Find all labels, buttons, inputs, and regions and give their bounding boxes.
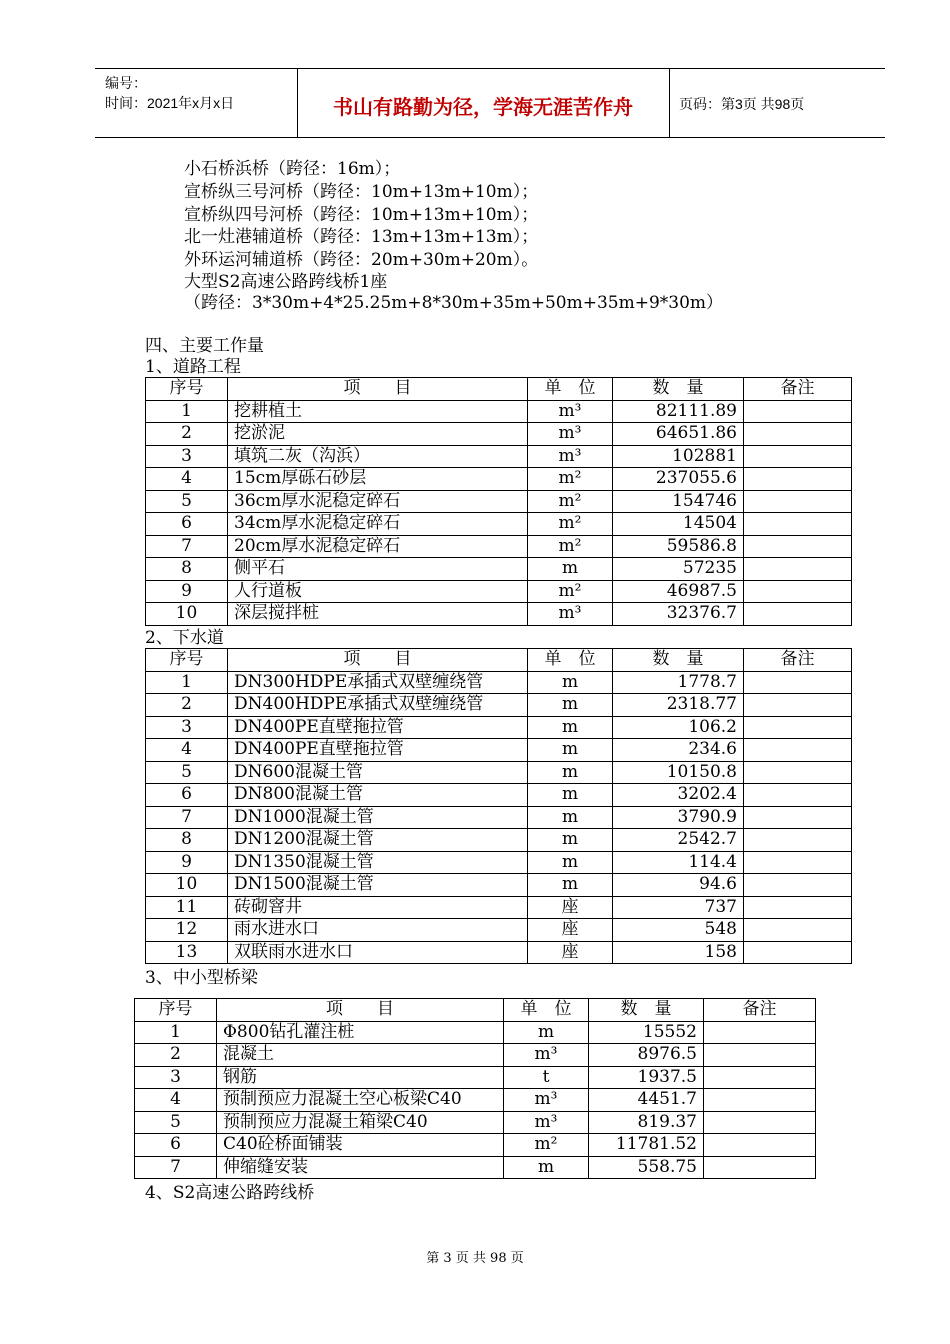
row-qty: 4451.7 xyxy=(589,1089,704,1112)
row-note xyxy=(744,513,852,536)
row-item: 挖耕植土 xyxy=(228,400,528,423)
table-row xyxy=(146,445,852,468)
row-note xyxy=(744,423,852,446)
table-row xyxy=(146,851,852,874)
row-no: 3 xyxy=(135,1066,217,1089)
table-row xyxy=(146,468,852,491)
row-note xyxy=(744,445,852,468)
table-row xyxy=(146,761,852,784)
row-item: DN1200混凝土管 xyxy=(228,829,528,852)
row-note xyxy=(744,919,852,942)
header-motto: 书山有路勤为径，学海无涯苦作舟 xyxy=(333,97,633,119)
row-item: DN400PE直壁拖拉管 xyxy=(228,716,528,739)
row-no: 2 xyxy=(146,423,228,446)
row-note xyxy=(744,468,852,491)
col-header-no: 序号 xyxy=(146,649,228,672)
row-item: 伸缩缝安装 xyxy=(217,1156,504,1179)
col-header-item: 项 目 xyxy=(228,649,528,672)
row-no: 1 xyxy=(146,671,228,694)
table-row xyxy=(135,1111,816,1134)
row-no: 6 xyxy=(146,513,228,536)
row-item: DN1350混凝土管 xyxy=(228,851,528,874)
row-no: 1 xyxy=(135,1021,217,1044)
row-note xyxy=(704,1066,816,1089)
row-note xyxy=(744,874,852,897)
row-unit: m² xyxy=(528,490,613,513)
row-no: 2 xyxy=(146,694,228,717)
row-note xyxy=(744,400,852,423)
table1-title: 1、道路工程 xyxy=(145,357,241,377)
row-item: 20cm厚水泥稳定碎石 xyxy=(228,535,528,558)
sewer-table xyxy=(145,648,852,964)
row-unit: m³ xyxy=(528,423,613,446)
row-no: 9 xyxy=(146,580,228,603)
row-item: 36cm厚水泥稳定碎石 xyxy=(228,490,528,513)
row-no: 1 xyxy=(146,400,228,423)
table2-title: 2、下水道 xyxy=(145,628,224,648)
row-qty: 57235 xyxy=(613,558,744,581)
row-item: Φ800钻孔灌注桩 xyxy=(217,1021,504,1044)
row-no: 8 xyxy=(146,829,228,852)
row-item: DN400PE直壁拖拉管 xyxy=(228,739,528,762)
col-header-item: 项 目 xyxy=(217,999,504,1022)
row-no: 2 xyxy=(135,1044,217,1067)
row-qty: 2542.7 xyxy=(613,829,744,852)
row-item: 挖淤泥 xyxy=(228,423,528,446)
row-unit: m² xyxy=(504,1134,589,1157)
row-qty: 11781.52 xyxy=(589,1134,704,1157)
row-no: 13 xyxy=(146,941,228,964)
bridge-list-item: （跨径：3*30m+4*25.25m+8*30m+35m+50m+35m+9*30m） xyxy=(184,293,724,313)
col-header-no: 序号 xyxy=(135,999,217,1022)
col-header-no: 序号 xyxy=(146,378,228,401)
row-qty: 237055.6 xyxy=(613,468,744,491)
row-unit: m² xyxy=(528,580,613,603)
row-note xyxy=(744,784,852,807)
row-qty: 114.4 xyxy=(613,851,744,874)
row-no: 10 xyxy=(146,603,228,626)
row-note xyxy=(704,1111,816,1134)
row-qty: 10150.8 xyxy=(613,761,744,784)
row-no: 4 xyxy=(146,739,228,762)
row-unit: 座 xyxy=(528,919,613,942)
col-header-note: 备注 xyxy=(704,999,816,1022)
row-qty: 82111.89 xyxy=(613,400,744,423)
row-no: 3 xyxy=(146,445,228,468)
row-qty: 819.37 xyxy=(589,1111,704,1134)
row-item: DN400HDPE承插式双壁缠绕管 xyxy=(228,694,528,717)
row-no: 6 xyxy=(146,784,228,807)
row-unit: m³ xyxy=(528,400,613,423)
table-row xyxy=(146,739,852,762)
row-no: 9 xyxy=(146,851,228,874)
row-unit: m³ xyxy=(504,1111,589,1134)
row-unit: t xyxy=(504,1066,589,1089)
row-no: 6 xyxy=(135,1134,217,1157)
row-qty: 59586.8 xyxy=(613,535,744,558)
row-qty: 158 xyxy=(613,941,744,964)
row-unit: m xyxy=(528,761,613,784)
row-qty: 14504 xyxy=(613,513,744,536)
row-qty: 106.2 xyxy=(613,716,744,739)
table-row xyxy=(146,558,852,581)
row-note xyxy=(744,580,852,603)
table-row xyxy=(135,1089,816,1112)
row-no: 7 xyxy=(146,806,228,829)
table-row xyxy=(146,535,852,558)
header-divider xyxy=(669,69,670,137)
row-unit: m xyxy=(528,671,613,694)
row-item: 砖砌窨井 xyxy=(228,896,528,919)
row-qty: 558.75 xyxy=(589,1156,704,1179)
row-unit: m³ xyxy=(528,603,613,626)
col-header-note: 备注 xyxy=(744,378,852,401)
row-no: 3 xyxy=(146,716,228,739)
bridge-list-item: 小石桥浜桥（跨径：16m）； xyxy=(184,159,401,179)
header-meta xyxy=(105,73,234,113)
bridge-list-item: 宣桥纵三号河桥（跨径：10m+13m+10m）； xyxy=(184,182,539,202)
row-no: 5 xyxy=(135,1111,217,1134)
row-unit: m² xyxy=(528,513,613,536)
table-header-row xyxy=(146,649,852,672)
row-no: 11 xyxy=(146,896,228,919)
row-unit: m xyxy=(528,874,613,897)
row-item: 填筑二灰（沟浜） xyxy=(228,445,528,468)
table-row xyxy=(146,896,852,919)
row-note xyxy=(744,739,852,762)
row-qty: 64651.86 xyxy=(613,423,744,446)
row-unit: m xyxy=(528,784,613,807)
table-row xyxy=(146,513,852,536)
col-header-qty: 数 量 xyxy=(613,649,744,672)
row-no: 10 xyxy=(146,874,228,897)
bridge-list-item: 宣桥纵四号河桥（跨径：10m+13m+10m）； xyxy=(184,205,539,225)
table-row xyxy=(146,919,852,942)
row-unit: m xyxy=(528,558,613,581)
row-item: DN300HDPE承插式双壁缠绕管 xyxy=(228,671,528,694)
row-no: 8 xyxy=(146,558,228,581)
road-works-table xyxy=(145,377,852,626)
row-note xyxy=(744,806,852,829)
row-qty: 737 xyxy=(613,896,744,919)
row-note xyxy=(744,671,852,694)
section-title: 四、主要工作量 xyxy=(145,336,264,356)
row-item: 预制预应力混凝土空心板梁C40 xyxy=(217,1089,504,1112)
row-note xyxy=(744,829,852,852)
row-no: 4 xyxy=(146,468,228,491)
row-item: DN600混凝土管 xyxy=(228,761,528,784)
row-qty: 154746 xyxy=(613,490,744,513)
row-note xyxy=(744,535,852,558)
col-header-unit: 单 位 xyxy=(504,999,589,1022)
row-unit: m xyxy=(528,716,613,739)
row-note xyxy=(744,603,852,626)
row-qty: 8976.5 xyxy=(589,1044,704,1067)
row-unit: m xyxy=(528,851,613,874)
bridge-list-item: 外环运河辅道桥（跨径：20m+30m+20m）。 xyxy=(184,250,539,270)
row-item: DN800混凝土管 xyxy=(228,784,528,807)
time-label: 时间：2021年x月x日 xyxy=(105,95,235,111)
page-header xyxy=(95,68,885,138)
row-qty: 234.6 xyxy=(613,739,744,762)
row-item: 侧平石 xyxy=(228,558,528,581)
row-note xyxy=(744,941,852,964)
row-unit: m² xyxy=(528,535,613,558)
row-qty: 15552 xyxy=(589,1021,704,1044)
table-row xyxy=(135,1156,816,1179)
row-unit: m² xyxy=(528,468,613,491)
col-header-unit: 单 位 xyxy=(528,649,613,672)
row-no: 4 xyxy=(135,1089,217,1112)
row-no: 5 xyxy=(146,490,228,513)
row-note xyxy=(744,694,852,717)
table-row xyxy=(146,694,852,717)
row-no: 5 xyxy=(146,761,228,784)
row-unit: m³ xyxy=(528,445,613,468)
table-row xyxy=(135,1066,816,1089)
row-note xyxy=(744,558,852,581)
row-note xyxy=(744,896,852,919)
col-header-qty: 数 量 xyxy=(589,999,704,1022)
row-item: DN1500混凝土管 xyxy=(228,874,528,897)
row-item: C40砼桥面铺装 xyxy=(217,1134,504,1157)
row-no: 7 xyxy=(135,1156,217,1179)
table-row xyxy=(146,829,852,852)
bridge-list-item: 北一灶港辅道桥（跨径：13m+13m+13m）； xyxy=(184,227,539,247)
row-qty: 548 xyxy=(613,919,744,942)
row-unit: m xyxy=(528,694,613,717)
row-item: 34cm厚水泥稳定碎石 xyxy=(228,513,528,536)
table-header-row xyxy=(146,378,852,401)
row-item: DN1000混凝土管 xyxy=(228,806,528,829)
row-unit: m xyxy=(528,829,613,852)
page-footer: 第 3 页 共 98 页 xyxy=(426,1251,524,1266)
row-note xyxy=(704,1089,816,1112)
row-qty: 32376.7 xyxy=(613,603,744,626)
table-row xyxy=(135,1021,816,1044)
row-note xyxy=(744,761,852,784)
col-header-item: 项 目 xyxy=(228,378,528,401)
col-header-unit: 单 位 xyxy=(528,378,613,401)
row-qty: 1778.7 xyxy=(613,671,744,694)
row-note xyxy=(744,490,852,513)
header-page-label: 页码：第3页 共98页 xyxy=(679,96,805,112)
table-header-row xyxy=(135,999,816,1022)
table-row xyxy=(146,874,852,897)
row-unit: m xyxy=(528,806,613,829)
row-qty: 1937.5 xyxy=(589,1066,704,1089)
row-unit: m xyxy=(504,1021,589,1044)
table-row xyxy=(146,671,852,694)
section4-title: 4、S2高速公路跨线桥 xyxy=(145,1183,315,1203)
row-note xyxy=(704,1021,816,1044)
row-qty: 94.6 xyxy=(613,874,744,897)
row-qty: 46987.5 xyxy=(613,580,744,603)
serial-label: 编号： xyxy=(105,75,147,91)
row-unit: m xyxy=(528,739,613,762)
row-item: 人行道板 xyxy=(228,580,528,603)
row-item: 混凝土 xyxy=(217,1044,504,1067)
bridge-list-item: 大型S2高速公路跨线桥1座 xyxy=(184,272,388,292)
row-no: 12 xyxy=(146,919,228,942)
row-item: 深层搅拌桩 xyxy=(228,603,528,626)
row-unit: m³ xyxy=(504,1089,589,1112)
table3-title: 3、中小型桥梁 xyxy=(145,968,258,988)
row-item: 15cm厚砾石砂层 xyxy=(228,468,528,491)
table-row xyxy=(146,423,852,446)
row-qty: 2318.77 xyxy=(613,694,744,717)
row-note xyxy=(744,716,852,739)
table-row xyxy=(146,941,852,964)
row-unit: m³ xyxy=(504,1044,589,1067)
row-qty: 102881 xyxy=(613,445,744,468)
row-unit: m xyxy=(504,1156,589,1179)
table-row xyxy=(135,1044,816,1067)
col-header-note: 备注 xyxy=(744,649,852,672)
row-note xyxy=(704,1156,816,1179)
table-row xyxy=(146,806,852,829)
table-row xyxy=(135,1134,816,1157)
row-note xyxy=(704,1044,816,1067)
bridge-table xyxy=(134,998,816,1179)
table-row xyxy=(146,716,852,739)
row-note xyxy=(744,851,852,874)
col-header-qty: 数 量 xyxy=(613,378,744,401)
table-row xyxy=(146,400,852,423)
table-row xyxy=(146,784,852,807)
row-item: 雨水进水口 xyxy=(228,919,528,942)
row-unit: 座 xyxy=(528,896,613,919)
row-no: 7 xyxy=(146,535,228,558)
row-unit: 座 xyxy=(528,941,613,964)
table-row xyxy=(146,490,852,513)
row-item: 钢筋 xyxy=(217,1066,504,1089)
table-row xyxy=(146,603,852,626)
row-qty: 3202.4 xyxy=(613,784,744,807)
row-qty: 3790.9 xyxy=(613,806,744,829)
row-item: 预制预应力混凝土箱梁C40 xyxy=(217,1111,504,1134)
row-note xyxy=(704,1134,816,1157)
row-item: 双联雨水进水口 xyxy=(228,941,528,964)
table-row xyxy=(146,580,852,603)
